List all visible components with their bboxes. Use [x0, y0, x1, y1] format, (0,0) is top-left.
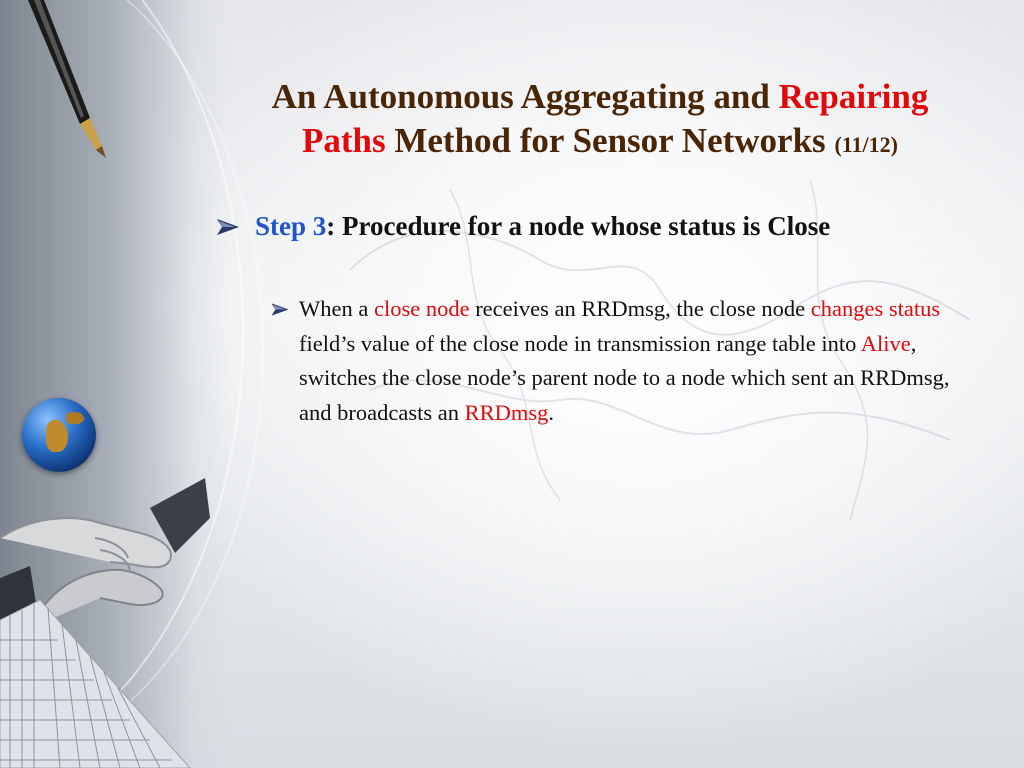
slide-title — [190, 75, 1010, 167]
globe-landmass — [46, 420, 68, 452]
body-text: , switches the close node’s parent node to a node which sent an RRDmsg, and broadcasts an — [299, 330, 950, 425]
body-text: When a — [299, 296, 374, 321]
highlight-text: Alive — [860, 330, 911, 356]
highlight-text: close node — [373, 296, 470, 321]
highlight-text: RRDmsg — [464, 399, 549, 425]
bullet-level-1 — [215, 206, 935, 246]
bullet-text — [255, 206, 935, 246]
globe-landmass — [66, 412, 84, 424]
title-highlight: Repairing — [778, 77, 929, 116]
globe-icon — [22, 398, 96, 472]
body-text: receives an RRDmsg, the close node — [469, 296, 811, 321]
bullet-level-2 — [270, 292, 970, 430]
sub-bullet-text — [299, 292, 970, 430]
title-text: Method for Sensor Networks — [385, 121, 835, 160]
body-text: . — [548, 399, 554, 425]
step-label: Step 3 — [255, 211, 327, 241]
building-image — [0, 600, 200, 768]
fountain-pen-icon — [20, 0, 110, 160]
bullet-arrow-icon — [215, 218, 241, 236]
body-text: field’s value of the close node in transmission range table into — [299, 330, 861, 356]
bullet-arrow-icon — [270, 302, 290, 317]
title-text: An Autonomous Aggregating and — [271, 77, 779, 116]
step-description: : Procedure for a node whose status is Close — [326, 211, 831, 241]
page-indicator: (11/12) — [834, 132, 898, 157]
highlight-text: changes status — [810, 296, 941, 321]
title-highlight: Paths — [301, 121, 386, 160]
